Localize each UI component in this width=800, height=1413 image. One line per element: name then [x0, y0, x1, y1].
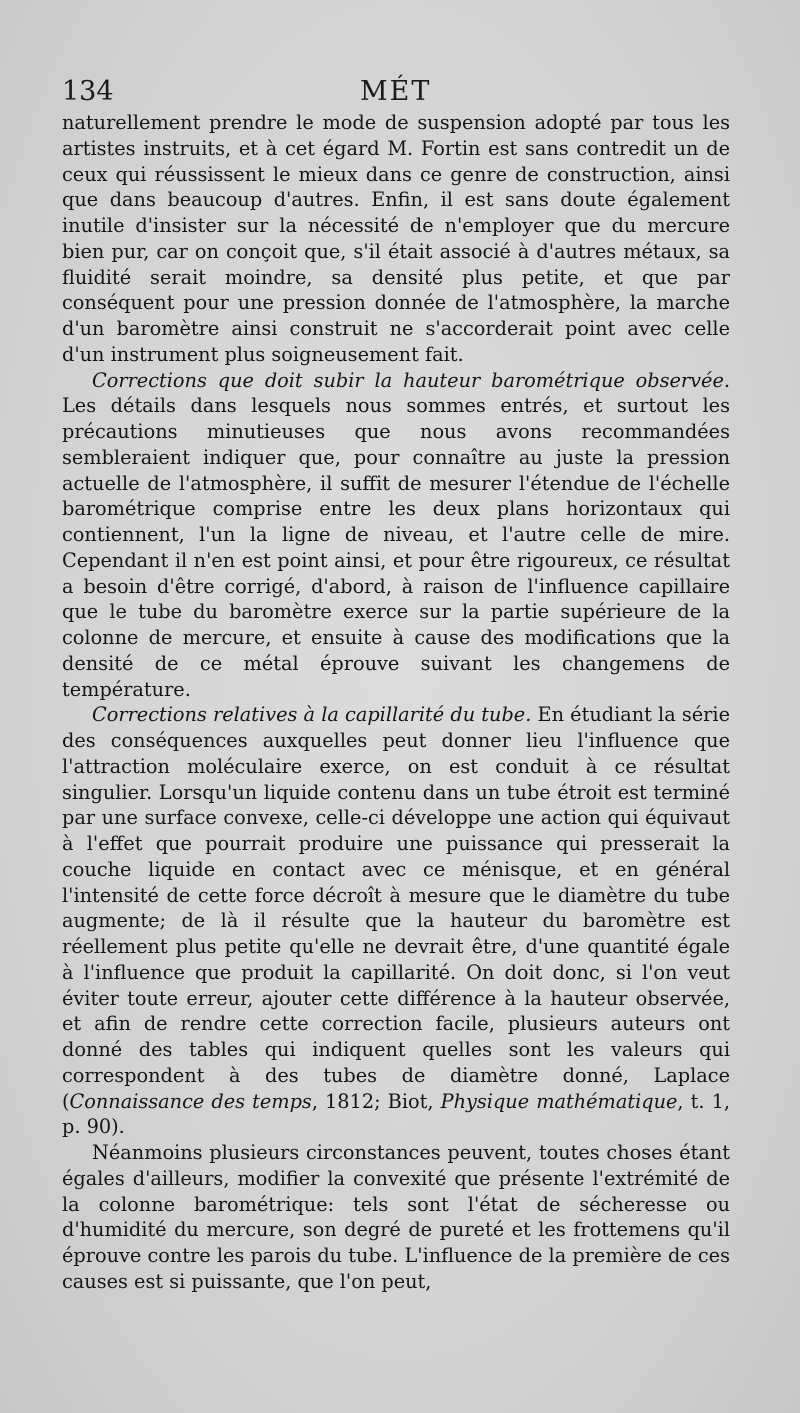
paragraph-text: , 1812; Biot,	[311, 1089, 441, 1113]
paragraph-3	[62, 702, 730, 1140]
paragraph-1	[62, 110, 730, 368]
paragraph-2	[62, 368, 730, 703]
citation-title: Connaissance des temps	[69, 1089, 312, 1113]
paragraph-text: En étudiant la série des conséquences auxquelles peut donner lieu l'influence que l'attraction moléculaire exerce, on est conduit à ce résultat singulier. Lorsqu'un liquide contenu dans un tube étroit est terminé par une surface convexe, celle-ci développe une action qui équivaut à l'effet que pourrait produire une puissance qui presserait la couche liquide en contact avec ce ménisque, et en général l'intensité de cette force décroît à mesure que le diamètre du tube augmente; de là il résulte que la hauteur du baromètre est réellement plus petite qu'elle ne devrait être, d'une quantité égale à l'influence que produit la capillarité. On doit donc, si l'on veut éviter toute erreur, ajouter cette différence à la hauteur observée, et afin de rendre cette correction facile, plusieurs auteurs ont donné des tables qui indiquent quelles sont les valeurs qui correspondent à des tubes de diamètre donné, Laplace (	[62, 703, 730, 1113]
body-text	[62, 110, 730, 1295]
section-heading-capillarite: Corrections relatives à la capillarité du tube.	[92, 703, 532, 727]
running-head: MÉT	[360, 76, 432, 107]
paragraph-4	[62, 1140, 730, 1295]
paragraph-text: naturellement prendre le mode de suspension adopté par tous les artistes instruits, et à cet égard M. Fortin est sans contredit un de ceux qui réussissent le mieux dans ce genre de construction, ainsi que dans beaucoup d'autres. Enfin, il est sans doute également inutile d'insister sur la nécessité de n'employer que du mercure bien pur, car on conçoit que, s'il était associé à d'autres métaux, sa fluidité serait moindre, sa densité plus petite, et que par conséquent pour une pression donnée de l'atmosphère, la marche d'un baromètre ainsi construit ne s'accorderait point avec celle d'un instrument plus soigneusement fait.	[62, 111, 730, 366]
page-number: 134	[62, 76, 114, 107]
section-heading-corrections: Corrections que doit subir la hauteur barométrique observée.	[92, 368, 730, 392]
paragraph-text: Néanmoins plusieurs circonstances peuvent, toutes choses étant égales d'ailleurs, modifier la convexité que présente l'extrémité de la colonne barométrique: tels sont l'état de sécheresse ou d'humidité du mercure, son degré de pureté et les frottemens qu'il éprouve contre les parois du tube. L'influence de la première de ces causes est si puissante, que l'on peut,	[62, 1141, 730, 1293]
paragraph-text: , t. 1, p. 90).	[62, 1089, 730, 1139]
paragraph-text: Les détails dans lesquels nous sommes entrés, et surtout les précautions minutieuses que nous avons recommandées sembleraient indiquer que, pour connaître au juste la pression actuelle de l'atmosphère, il suffit de mesurer l'étendue de l'échelle barométrique comprise entre les deux plans horizontaux qui contiennent, l'un la ligne de niveau, et l'autre celle de mire. Cependant il n'en est point ainsi, et pour être rigoureux, ce résultat a besoin d'être corrigé, d'abord, à raison de l'influence capillaire que le tube du baromètre exerce sur la partie supérieure de la colonne de mercure, et ensuite à cause des modifications que la densité de ce métal éprouve suivant les changemens de température.	[62, 394, 730, 701]
citation-title: Physique mathématique	[440, 1089, 678, 1113]
